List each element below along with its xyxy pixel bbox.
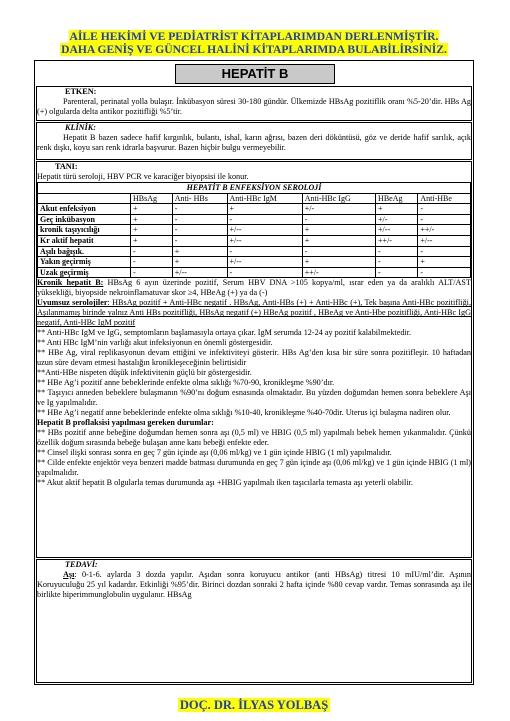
- table-row: [38, 257, 471, 268]
- serology-column-header: HBeAg: [376, 193, 418, 204]
- proflaksi-list: [37, 428, 471, 488]
- serology-cell: +/--: [227, 257, 302, 268]
- serology-cell: -: [376, 246, 418, 257]
- serology-cell: +/-: [302, 204, 375, 215]
- serology-cell: +/--: [227, 235, 302, 246]
- table-row: [38, 235, 471, 246]
- tani-section: [36, 161, 472, 558]
- tedavi-heading: TEDAVİ:: [65, 560, 98, 569]
- serology-cell: -: [172, 214, 227, 225]
- serology-cell: ++/-: [418, 225, 471, 236]
- serology-cell: +: [302, 225, 375, 236]
- serology-row-label: Aşılı bağışık.: [38, 246, 131, 257]
- etken-heading: ETKEN:: [65, 87, 97, 96]
- serology-cell: +: [131, 204, 173, 215]
- serology-cell: -: [418, 246, 471, 257]
- serology-cell: +: [227, 204, 302, 215]
- serology-cell: +/-: [376, 214, 418, 225]
- serology-cell: +/--: [227, 225, 302, 236]
- serology-cell: +/--: [418, 235, 471, 246]
- note-item: ** HBe Ag’i negatif anne bebeklerinde enfekte olma sıklığı %10-40, kronikleşme %40-70dir. Uterus içi bulaşma nadiren olur.: [37, 408, 451, 418]
- serology-cell: +: [172, 257, 227, 268]
- table-row: [38, 267, 471, 278]
- serology-column-header: Anti-HBe: [418, 193, 471, 204]
- table-row: [38, 225, 471, 236]
- serology-cell: -: [131, 267, 173, 278]
- serology-cell: -: [172, 204, 227, 215]
- serology-row-label: Uzak geçirmiş: [38, 267, 131, 278]
- note-item: **Anti-HBe nispeten düşük infektivitenin güçlü bir göstergesidir.: [37, 368, 252, 378]
- serology-column-header: HBsAg: [131, 193, 173, 204]
- serology-column-header: Anti-HBc IgG: [302, 193, 375, 204]
- serology-cell: +: [418, 257, 471, 268]
- serology-cell: -: [131, 246, 173, 257]
- serology-cell: +: [131, 225, 173, 236]
- serology-cell: -: [418, 204, 471, 215]
- serology-cell: -: [227, 267, 302, 278]
- banner-line-2: DAHA GENİŞ VE GÜNCEL HALİNİ KİTAPLARIMDA BULABİLİRSİNİZ.: [61, 43, 447, 56]
- serology-header-row: [38, 193, 471, 204]
- serology-cell: +: [376, 204, 418, 215]
- serology-column-header: Anti- HBs: [172, 193, 227, 204]
- serology-cell: +: [172, 246, 227, 257]
- tani-intro: Hepatit türü seroloji, HBV PCR ve karaciğer biyopsisi ile konur.: [37, 172, 249, 181]
- table-row: [38, 214, 471, 225]
- tedavi-text: : 0-1-6. aylarda 3 dozda yapılır. Aşıdan sonra koruyucu antikor (anti HBsAg) titresi 10 mIU/ml’dir. Aşının Koruyuculuğu 25 yıl kadardır. Etkinliği %95’dir. Birinci dozdan sonraki 2 hafta içinde %80 cevap vardır. Temas sonrasında aşı ile birlikte hiperimmunglobulin uygulanır. HBsAg: [37, 570, 471, 599]
- asi-label: Aşı: [63, 570, 75, 579]
- etken-text: Parenteral, perinatal yolla bulaşır. İnkübasyon süresi 30-180 gündür. Ülkemizde HBsAg pozitiflik oranı %5-20’dir. HBs Ag (+) olgularda delta antikor pozitifliği %5’tir.: [37, 97, 471, 116]
- klinik-section: [36, 122, 472, 160]
- serology-row-label: Kr aktif hepatit: [38, 235, 131, 246]
- tani-heading: TANI:: [55, 162, 78, 171]
- serology-row-label: Yakın geçirmiş: [38, 257, 131, 268]
- serology-cell: +/--: [376, 225, 418, 236]
- note-item: ** Anti-HBc IgM ve IgG, semptomların başlamasıyla ortaya çıkar. IgM serumda 12-24 ay pozitif kalabilmektedir.: [37, 328, 412, 338]
- serology-cell: -: [172, 235, 227, 246]
- serology-row-label: Geç inkübasyon: [38, 214, 131, 225]
- serology-cell: -: [131, 257, 173, 268]
- serology-notes: [37, 328, 471, 418]
- serology-row-label: kronik taşıyıcılığı: [38, 225, 131, 236]
- kronik-label: Kronik hepatit B:: [37, 278, 104, 288]
- serology-table-caption: HEPATİT B ENFEKSİYON SEROLOJİ: [38, 183, 471, 194]
- uyumsuz-label: Uyumsuz serolojiler: [37, 298, 108, 308]
- author-name: DOÇ. DR. İLYAS YOLBAŞ: [179, 698, 329, 712]
- proflaksi-heading: Hepatit B proflaksisi yapılması gereken durumlar:: [37, 418, 214, 428]
- top-banner: [34, 30, 474, 56]
- kronik-text: HBsAg 6 ayın üzerinde pozitif, Serum HBV DNA >105 kopya/ml, ısrar eden ya da aralıklı ALT/AST yüksekliği, biyopside nekroinflamatuvar skor ≥4, HBeAg (+) ya da (-): [37, 278, 471, 298]
- note-item: ** Taşıyıcı anneden bebeklere bulaşmanın %90’nı doğum esnasında olmaktadır. Bu yüzden doğumdan hemen sonra bebeklere Aşı ve Ig yapılmalıdır.: [37, 388, 471, 408]
- note-item: ** Anti HBc IgM’nin varlığı akut infeksiyonun en önemli göstergesidir.: [37, 338, 273, 348]
- author-footer: [34, 698, 474, 713]
- serology-column-header: Anti-HBc IgM: [227, 193, 302, 204]
- table-row: [38, 246, 471, 257]
- proflaksi-item: ** HBs pozitif anne bebeğine doğumdan hemen sonra aşı (0,5 ml) ve HBIG (0,5 ml) yapılmalı bebek hemen yıkanmalıdır. Çünkü özellik doğum sırasında bebeğe bulaşan anne kanı bebeği enfekte eder.: [37, 428, 471, 448]
- serology-cell: -: [376, 267, 418, 278]
- proflaksi-item: ** Cinsel ilişki sonrası sonra en geç 7 gün içinde aşı (0,06 ml/kg) ve 1 gün içinde HBIG (1 ml) yapılmalıdır.: [37, 448, 392, 458]
- serology-cell: -: [302, 214, 375, 225]
- serology-cell: -: [418, 214, 471, 225]
- note-item: ** HBe Ag’i pozitif anne bebeklerinde enfekte olma sıklığı %70-90, kronikleşme %90’dır.: [37, 378, 335, 388]
- serology-cell: -: [172, 225, 227, 236]
- serology-cell: ++/-: [376, 235, 418, 246]
- serology-cell: +/--: [172, 267, 227, 278]
- serology-cell: +: [302, 257, 375, 268]
- tedavi-section: [36, 559, 472, 683]
- proflaksi-item: ** Cilde enfekte enjektör veya benzeri madde batması durumunda en geç 7 gün içinde aşı (0,06 ml/kg) ve 1 gün içinde HBIG (1 ml) yapılmalıdır.: [37, 458, 471, 478]
- serology-column-header: [38, 193, 131, 204]
- serology-row-label: Akut enfeksiyon: [38, 204, 131, 215]
- note-item: ** HBe Ag, viral replikasyonun devam ettiğini ve infektiviteyi gösterir. HBs Ag’den kısa bir süre sonra pozitifleşir. 10 haftadan uzun süre devam etmesi hastalığın kronikleşeceğinin belirtisidir: [37, 348, 471, 368]
- serology-cell: +: [131, 235, 173, 246]
- table-row: [38, 204, 471, 215]
- banner-line-1: AİLE HEKİMİ VE PEDİATRİST KİTAPLARIMDAN DERLENMİŞTİR.: [69, 30, 439, 43]
- serology-cell: -: [227, 214, 302, 225]
- serology-cell: -: [302, 246, 375, 257]
- klinik-text: Hepatit B bazen sadece hafif kırgınlık, bulantı, ishal, karın ağrısı, bazen deri döküntüsü, göz ve deride hafif sarılık, açık renk dışkı, koyu sarı renk idrarla başvurur. Bazen hiçbir bulgu vermeyebilir.: [37, 133, 471, 152]
- uyumsuz-text: : HBsAg pozitif + Anti-HBc negatif . HBsAg, Anti-HBs (+) + Anti-HBc (+), Tek başına Anti-HBc pozitifliği, Aşılanmamış birinde yalnız Anti HBs pozitifliği, HBsAg negatif (+) HBeAg pozitif , HBeAg ve Anti-Hbe pozitifliği, Anti-HBc IgG negatif, Anti-HBc IgM pozitif: [37, 298, 471, 328]
- serology-cell: -: [227, 246, 302, 257]
- serology-cell: -: [376, 257, 418, 268]
- serology-cell: +: [302, 235, 375, 246]
- serology-cell: +: [131, 214, 173, 225]
- klinik-heading: KLİNİK:: [65, 123, 96, 132]
- serology-cell: ++/-: [302, 267, 375, 278]
- serology-cell: -: [418, 267, 471, 278]
- serology-table: [37, 182, 471, 278]
- page-title: HEPATİT B: [175, 64, 335, 84]
- proflaksi-item: ** Akut aktif hepatit B olgularla temas durumunda aşı +HBIG yapılmalı iken taşıcılarla temasta aşı yeterli olabilir.: [37, 478, 413, 488]
- etken-section: [36, 86, 472, 121]
